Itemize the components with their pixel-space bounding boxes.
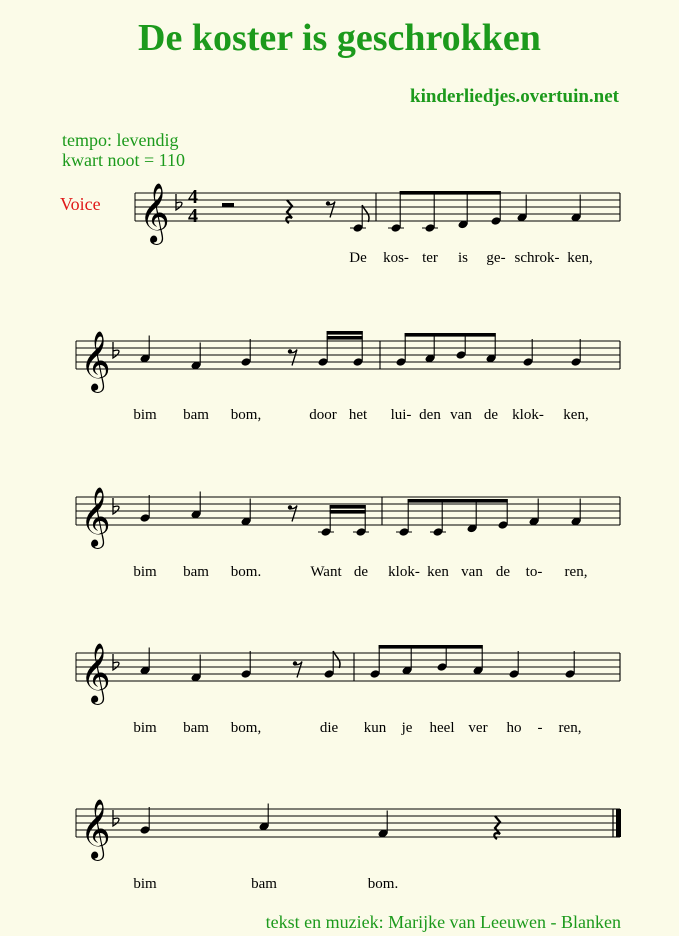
lyric-syllable: De [349, 250, 367, 266]
lyric-syllable: ren, [558, 720, 582, 736]
note-beam [327, 336, 363, 340]
song-title: De koster is geschrokken [138, 17, 541, 59]
credits: tekst en muziek: Marijke van Leeuwen - Blanken [265, 912, 621, 932]
quarter-rest-icon [494, 816, 500, 839]
treble-clef-icon: 𝄞 [139, 183, 170, 243]
lyric-syllable: kos- [383, 250, 409, 266]
lyric-syllable: ho [506, 720, 522, 736]
lyric-syllable: den [419, 407, 441, 423]
instrument-label: Voice [60, 194, 101, 214]
website-url: kinderliedjes.overtuin.net [410, 86, 619, 107]
lyric-syllable: ter [422, 250, 438, 266]
lyric-syllable: ken [427, 564, 449, 580]
flat-icon [113, 654, 119, 670]
treble-clef-icon: 𝄞 [80, 643, 111, 703]
lyric-syllable: bam [183, 720, 209, 736]
lyric-syllable: het [348, 407, 368, 423]
lyric-syllable: ken, [567, 250, 593, 266]
lyric-syllable: de [483, 407, 499, 423]
flat-icon [113, 498, 119, 514]
lyric-syllable: bim [133, 564, 157, 580]
lyric-syllable: die [319, 720, 339, 736]
time-signature-top: 4 [188, 186, 198, 208]
lyric-syllable: van [461, 564, 483, 580]
lyric-syllable: to- [525, 564, 543, 580]
note-beam [327, 331, 363, 335]
lyric-syllable: is [457, 250, 469, 266]
note-beam [408, 499, 508, 503]
note-beam [330, 505, 366, 509]
lyric-syllable: - [537, 720, 543, 736]
treble-clef-icon: 𝄞 [80, 331, 111, 391]
lyric-syllable: kun [363, 720, 387, 736]
lyric-syllable: bam [251, 876, 277, 892]
lyric-syllable: bam [183, 564, 209, 580]
lyric-syllable: bim [133, 407, 157, 423]
lyric-syllable: Want [310, 564, 342, 580]
lyric-syllable: bom. [230, 564, 262, 580]
lyric-syllable: schrok- [514, 250, 560, 266]
lyric-syllable: de [495, 564, 511, 580]
flat-icon [113, 810, 119, 826]
lyric-syllable: lui- [390, 407, 412, 423]
treble-clef-icon: 𝄞 [80, 487, 111, 547]
note-beam [400, 191, 501, 195]
lyric-syllable: bim [133, 876, 157, 892]
tempo-marking: tempo: levendig [62, 130, 179, 150]
lyric-syllable: klok- [512, 407, 544, 423]
quarter-rest-icon [286, 200, 292, 223]
lyric-syllable: ge- [486, 250, 506, 266]
lyric-syllable: door [309, 407, 337, 423]
lyric-syllable: bom, [230, 720, 262, 736]
final-barline [616, 809, 621, 837]
treble-clef-icon: 𝄞 [80, 799, 111, 859]
half-rest-icon [222, 203, 234, 207]
lyric-syllable: ren, [564, 564, 588, 580]
note-beam [405, 333, 496, 337]
note-beam [379, 645, 483, 649]
lyric-syllable: bim [133, 720, 157, 736]
flat-icon [113, 342, 119, 358]
lyric-syllable: ver [468, 720, 488, 736]
lyric-syllable: van [450, 407, 472, 423]
lyric-syllable: ken, [563, 407, 589, 423]
time-signature-bottom: 4 [188, 205, 198, 227]
lyric-syllable: de [353, 564, 369, 580]
lyric-syllable: bam [183, 407, 209, 423]
lyric-syllable: klok- [388, 564, 420, 580]
metronome-marking: kwart noot = 110 [62, 150, 185, 170]
note-beam [330, 510, 366, 514]
lyric-syllable: je [401, 720, 413, 736]
lyric-syllable: bom, [230, 407, 262, 423]
lyric-syllable: heel [429, 720, 455, 736]
flat-icon [176, 194, 182, 210]
lyric-syllable: bom. [367, 876, 399, 892]
